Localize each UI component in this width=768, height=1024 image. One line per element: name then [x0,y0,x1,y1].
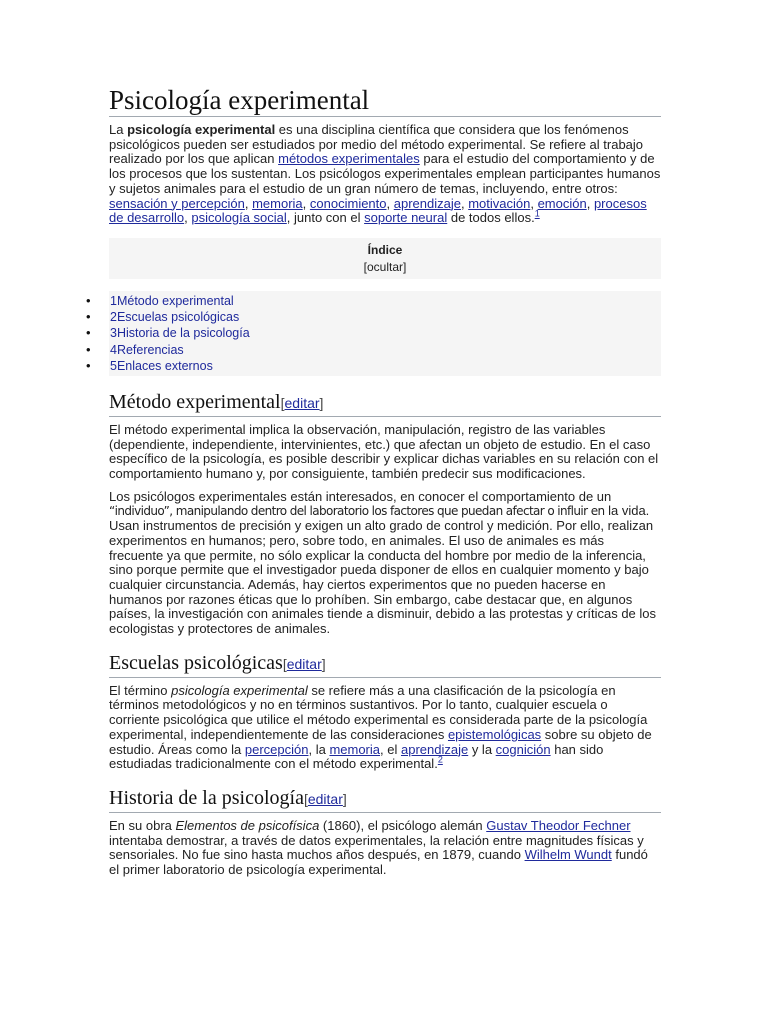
toc-item-number[interactable]: 2 [110,310,117,325]
toc-item [109,358,661,374]
text: para el estudio del comportamiento y de los procesos que los sustentan. Los psicólogos experimentales emplean participantes humanos y sujetos animales para el estudio de un gran número de temas, incluyendo, entre otros: [109,151,661,196]
link-sensacion-percepcion[interactable]: sensación y percepción [109,195,245,211]
section-heading-historia [109,786,661,813]
edit-section: [editar] [280,394,324,411]
edit-link[interactable]: editar [286,655,322,672]
text: se refiere más a una clasificación de la psicología en términos metodológicos y no en términos sustantivos. Por lo tanto, cualquier escuela o corriente psicológica que utilice el método experimental es considerada parte de la psicología experimental, independientemente de las consideraciones [109,682,648,742]
text: (1860), el psicólogo alemán [319,818,487,833]
edit-link[interactable]: editar [307,791,343,807]
toc-item-number[interactable]: 1 [110,293,117,308]
page-title: Psicología experimental [109,84,661,117]
link-emocion[interactable]: emoción [537,195,587,211]
link-conocimiento[interactable]: conocimiento [309,195,387,211]
toc-toggle[interactable]: [ocultar] [363,259,407,274]
text: sobre su objeto de estudio. Áreas como la [109,726,652,757]
toc-list [109,291,661,376]
link-memoria[interactable]: memoria [252,195,303,211]
link-fechner[interactable]: Gustav Theodor Fechner [486,818,631,833]
edit-section: [editar] [282,655,326,672]
toc-item-link[interactable]: Enlaces externos [116,358,213,373]
text: En su obra [109,818,176,833]
text: El término [109,682,172,698]
section-title: Método experimental [109,390,281,413]
link-memoria[interactable]: memoria [329,741,381,757]
toc-item-link[interactable]: Método experimental [116,293,234,308]
edit-link[interactable]: editar [284,394,320,411]
toc-item [109,293,661,309]
link-soporte-neural[interactable]: soporte neural [364,210,448,226]
toc-item-link[interactable]: Referencias [116,342,184,357]
link-aprendizaje[interactable]: aprendizaje [400,741,469,757]
section-title: Escuelas psicológicas [109,651,283,674]
toc-item-number[interactable]: 4 [110,342,117,357]
toc-item-link[interactable]: Historia de la psicología [116,326,250,341]
section-heading-metodo [109,390,661,417]
text: , junto con el [286,210,365,226]
link-wundt[interactable]: Wilhelm Wundt [524,847,612,863]
toc-item-number[interactable]: 3 [110,326,117,341]
paragraph: El método experimental implica la observación, manipulación, registro de las variables (dependiente, independiente, intervinientes, etc.) que afectan un objeto de estudio. En el caso específico de la psicología, es posible describir y explicar dichas variables en su relación con el comportamiento humano y, por consiguiente, también predecir sus modificaciones. [109,421,659,482]
bold-term: psicología experimental [127,122,276,137]
text: fundó el primer laboratorio de psicología experimental. [109,847,648,878]
toc-item [109,325,661,341]
reference-link[interactable]: 2 [437,754,443,765]
paragraph [109,819,661,878]
toc-item-link[interactable]: Escuelas psicológicas [116,310,240,325]
italic-title: Elementos de psicofísica [175,818,320,833]
link-percepcion[interactable]: percepción [244,741,309,757]
reference-link[interactable]: 1 [534,208,540,219]
text: , la [308,741,330,757]
text: “individuo”, manipulando dentro del laboratorio los factores que puedan afectar o influir en [109,504,605,519]
link-epistemologicas[interactable]: epistemológicas [447,726,542,742]
text: La [109,122,128,137]
section-heading-escuelas [109,651,661,678]
toc-title: Índice [367,242,403,257]
text: , el [380,741,401,757]
italic-term: psicología experimental [171,682,308,698]
section-title: Historia de la psicología [109,787,304,809]
toc-item [109,309,661,325]
link-psicologia-social[interactable]: psicología social [191,210,287,226]
edit-section: [editar] [303,791,347,807]
text: intentaba demostrar, a través de datos experimentales, la relación entre magnitudes físicas y sensoriales. No fue sino hasta muchos años después, en 1879, cuando [109,832,644,863]
article [109,84,661,886]
toc-item [109,342,661,358]
text: la vida. Usan instrumentos de precisión y exigen un alto grado de control y medición. Por ello, realizan experimentos en humanos; pero, sobre todo, en animales. El uso de animales es más frecuente ya que permite, no sólo explicar la conducta del hombre por medio de la inferencia, sino porque permite que el investigador pueda disponer de ellos en cualquier momento y bajo cualquier circunstancia. Además, hay ciertos experimentos que no pueden hacerse en humanos por razones éticas que lo prohíben. Sin embargo, cabe destacar que, en algunos países, la investigación con animales tiende a disminuir, debido a las protestas y críticas de los ecologistas y protectores de animales. [109,503,657,637]
link-motivacion[interactable]: motivación [468,195,531,211]
paragraph [109,490,661,637]
text: de todos ellos. [447,210,535,226]
link-cognicion[interactable]: cognición [495,741,551,757]
text: Los psicólogos experimentales están interesados, en conocer el comportamiento de un [109,488,612,504]
text: han sido estudiadas tradicionalmente con el método experimental. [109,741,604,772]
link-aprendizaje[interactable]: aprendizaje [393,195,461,211]
text: y la [468,741,496,757]
toc-header [109,238,661,279]
toc-item-number[interactable]: 5 [110,358,117,373]
intro-paragraph: La psicología experimental es una disciplina científica que considera que los fenómenos psicológicos pueden ser estudiados por medio del método experimental. Se refiere al trabajo realizado por los que aplican métodos experimentales para el estudio del comportamiento y de los procesos que los sustentan. Los psicólogos experimentales emplean participantes humanos y sujetos animales para el estudio de un gran número de temas, incluyendo, entre otros: sensación y percepción, memoria, conocimiento, aprendizaje, motivación, emoción, procesos de desarrollo, psicología social, junto con el soporte neural de todos ellos.$^1$ [109,122,661,226]
link-procesos-desarrollo[interactable]: procesos de desarrollo [109,195,647,226]
paragraph [109,684,661,772]
link-metodos-experimentales[interactable]: métodos experimentales [278,151,420,167]
text: es una disciplina científica que considera que los fenómenos psicológicos pueden ser estudiados por medio del método experimental. Se refiere al trabajo realizado por los que aplican [109,122,644,167]
